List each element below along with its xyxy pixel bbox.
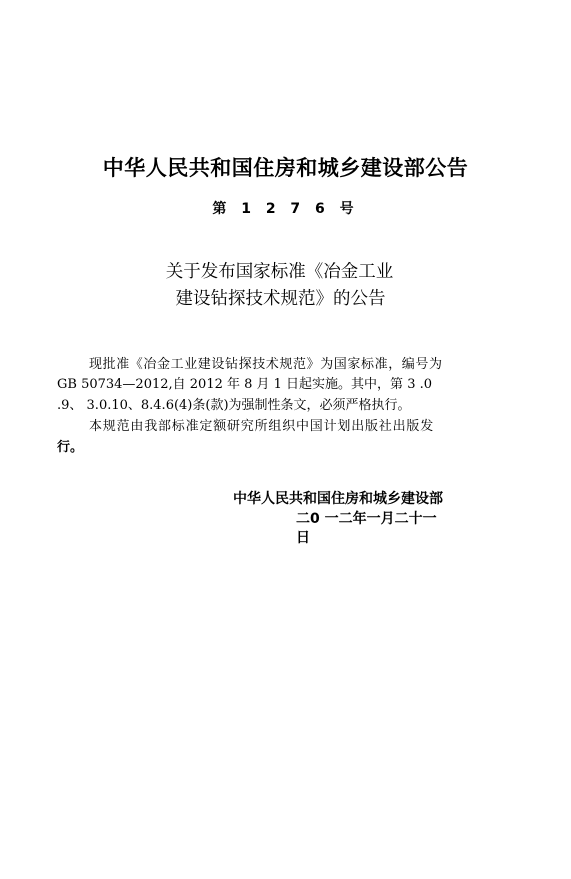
signing-authority: 中华人民共和国住房和城乡建设部 xyxy=(233,491,443,507)
body-paragraph-line: GB 50734—2012,自 2012 年 8 月 1 日起实施。其中，第 3 .0 xyxy=(57,377,433,392)
subtitle-line-2: 建设钻探技术规范》的公告 xyxy=(175,289,386,309)
page-title: 中华人民共和国住房和城乡建设部公告 xyxy=(102,156,469,180)
body-paragraph-line: 行。 xyxy=(57,440,84,455)
issue-date-line: 二0 一二年一月二十一 xyxy=(296,511,437,527)
body-paragraph-line: 本规范由我部标准定额研究所组织中国计划出版社出版发 xyxy=(89,419,435,434)
issue-date-line: 日 xyxy=(296,530,310,546)
subtitle-line-1: 关于发布国家标准《冶金工业 xyxy=(165,262,394,282)
announcement-number: 第 1 2 7 6 号 xyxy=(212,201,359,217)
body-paragraph-line: 现批准《冶金工业建设钻探技术规范》为国家标准，编号为 xyxy=(89,357,443,372)
body-paragraph-line: .9、 3.0.10、8.4.6(4)条(款)为强制性条文，必须严格执行。 xyxy=(57,398,411,413)
